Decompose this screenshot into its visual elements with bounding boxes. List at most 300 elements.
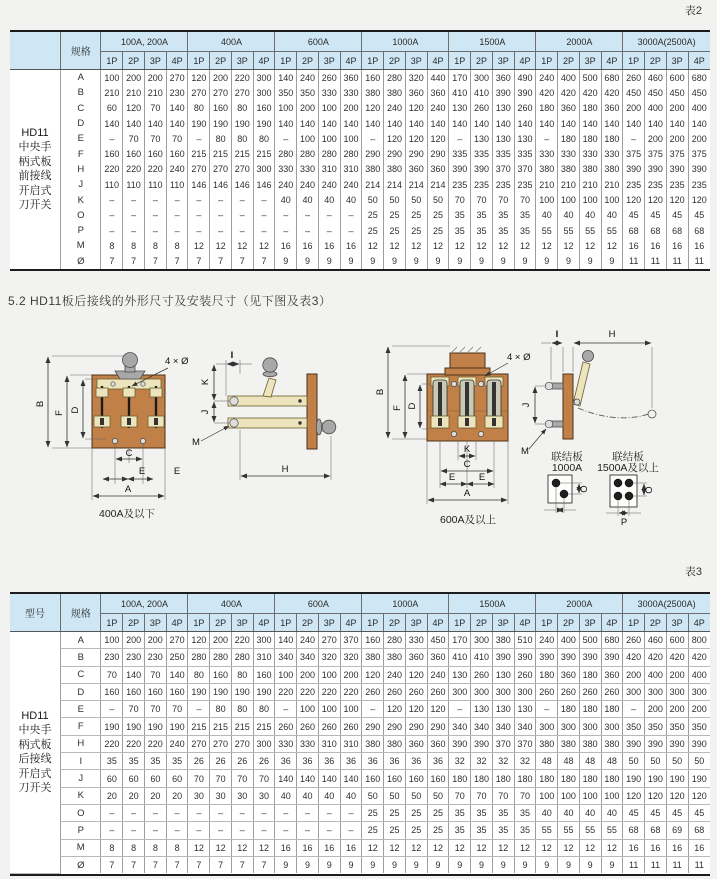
dim-value-cell: – bbox=[188, 822, 210, 839]
dim-row-label: E bbox=[61, 701, 101, 718]
dim-value-cell: 9 bbox=[405, 856, 427, 873]
dim-value-cell: 235 bbox=[623, 177, 645, 192]
dim-value-cell: 240 bbox=[166, 735, 188, 752]
dim-value-cell: 40 bbox=[297, 787, 319, 804]
dim-value-cell: 800 bbox=[688, 632, 710, 649]
dim-value-cell: 45 bbox=[645, 208, 667, 223]
dim-value-cell: 100 bbox=[318, 666, 340, 683]
table-row bbox=[10, 804, 710, 821]
dim-value-cell: 140 bbox=[275, 116, 297, 131]
dim-value-cell: 240 bbox=[427, 666, 449, 683]
dim-value-cell: 48 bbox=[536, 753, 558, 770]
dim-value-cell: – bbox=[231, 804, 253, 821]
dim-value-cell: 45 bbox=[645, 804, 667, 821]
dim-value-cell: – bbox=[275, 822, 297, 839]
dim-value-cell: 160 bbox=[253, 666, 275, 683]
dim-value-cell: 55 bbox=[601, 223, 623, 238]
pole-header: 3P bbox=[318, 614, 340, 632]
dim-value-cell: 32 bbox=[492, 753, 514, 770]
dim-value-cell: 130 bbox=[514, 131, 536, 146]
dim-value-cell: 40 bbox=[579, 208, 601, 223]
pole-header: 1P bbox=[101, 52, 123, 70]
dim-value-cell: 140 bbox=[101, 116, 123, 131]
dim-value-cell: 235 bbox=[666, 177, 688, 192]
dim-value-cell: 45 bbox=[623, 208, 645, 223]
table-row bbox=[10, 683, 710, 700]
dim-value-cell: 380 bbox=[362, 85, 384, 100]
dim-value-cell: – bbox=[210, 804, 232, 821]
dim-value-cell: 300 bbox=[471, 70, 493, 86]
pole-header: 4P bbox=[166, 52, 188, 70]
dim-value-cell: 32 bbox=[514, 753, 536, 770]
dim-value-cell: 420 bbox=[623, 649, 645, 666]
dim-value-cell: 45 bbox=[666, 208, 688, 223]
dim-value-cell: 146 bbox=[210, 177, 232, 192]
dim-value-cell: 190 bbox=[144, 718, 166, 735]
dim-value-cell: 190 bbox=[210, 116, 232, 131]
dim-value-cell: 390 bbox=[471, 735, 493, 752]
dim-value-cell: 300 bbox=[558, 718, 580, 735]
dim-value-cell: 360 bbox=[558, 666, 580, 683]
dim-value-cell: 140 bbox=[275, 632, 297, 649]
pole-mechanism bbox=[431, 377, 449, 428]
dim-value-cell: 55 bbox=[579, 223, 601, 238]
dim-value-cell: – bbox=[166, 804, 188, 821]
dim-value-cell: 335 bbox=[471, 146, 493, 161]
dim-value-cell: 120 bbox=[623, 787, 645, 804]
dim-value-cell: 460 bbox=[645, 632, 667, 649]
dim-value-cell: – bbox=[101, 223, 123, 238]
dim-value-cell: – bbox=[297, 223, 319, 238]
dim-value-cell: 140 bbox=[166, 101, 188, 116]
dim-value-cell: 190 bbox=[253, 683, 275, 700]
dim-value-cell: 235 bbox=[645, 177, 667, 192]
dim-row-label: A bbox=[61, 632, 101, 649]
pole-header: 2P bbox=[297, 52, 319, 70]
dim-value-cell: – bbox=[253, 223, 275, 238]
dim-value-cell: 16 bbox=[340, 238, 362, 253]
dim-value-cell: 140 bbox=[123, 116, 145, 131]
dim-value-cell: 350 bbox=[623, 718, 645, 735]
dim-value-cell: 9 bbox=[384, 856, 406, 873]
dim-value-cell: 600 bbox=[666, 70, 688, 86]
dim-value-cell: 250 bbox=[166, 649, 188, 666]
dim-value-cell: 140 bbox=[297, 116, 319, 131]
dim-value-cell: 11 bbox=[688, 254, 710, 269]
dim-value-cell: 280 bbox=[210, 649, 232, 666]
dim-value-cell: 410 bbox=[471, 85, 493, 100]
dim-value-cell: 330 bbox=[558, 146, 580, 161]
hole-note: 4 × Ø bbox=[165, 356, 189, 367]
dim-value-cell: 500 bbox=[579, 70, 601, 86]
dim-value-cell: 16 bbox=[623, 839, 645, 856]
dim-value-cell: 12 bbox=[558, 839, 580, 856]
dim-value-cell: – bbox=[188, 208, 210, 223]
dim-value-cell: 16 bbox=[666, 238, 688, 253]
dim-value-cell: – bbox=[188, 131, 210, 146]
dim-value-cell: 300 bbox=[514, 683, 536, 700]
dim-value-cell: 100 bbox=[579, 787, 601, 804]
dim-value-cell: 290 bbox=[362, 718, 384, 735]
dim-value-cell: 310 bbox=[318, 735, 340, 752]
dim-value-cell: 450 bbox=[645, 85, 667, 100]
dim-value-cell: 12 bbox=[362, 839, 384, 856]
dim-value-cell: 110 bbox=[144, 177, 166, 192]
dim-value-cell: 215 bbox=[253, 146, 275, 161]
section-heading: 5.2 HD11板后接线的外形尺寸及安装尺寸（见下图及表3） bbox=[8, 294, 332, 308]
dim-value-cell: 130 bbox=[492, 101, 514, 116]
dim-value-cell: 220 bbox=[318, 683, 340, 700]
pole-header: 3P bbox=[231, 614, 253, 632]
dim-value-cell: 380 bbox=[384, 735, 406, 752]
dim-value-cell: 280 bbox=[318, 146, 340, 161]
dim-value-cell: 50 bbox=[362, 787, 384, 804]
dim-value-cell: – bbox=[362, 701, 384, 718]
dim-value-cell: 7 bbox=[188, 856, 210, 873]
dim-value-cell: 12 bbox=[601, 839, 623, 856]
dim-value-cell: 214 bbox=[427, 177, 449, 192]
dim-value-cell: 390 bbox=[492, 85, 514, 100]
pole-header: 2P bbox=[558, 52, 580, 70]
dim-value-cell: – bbox=[297, 822, 319, 839]
dim-value-cell: 25 bbox=[405, 804, 427, 821]
pole-header: 1P bbox=[188, 614, 210, 632]
dim-value-cell: 370 bbox=[340, 632, 362, 649]
dim-value-cell: 330 bbox=[297, 735, 319, 752]
dim-value-cell: 11 bbox=[666, 254, 688, 269]
dim-value-cell: – bbox=[253, 208, 275, 223]
dim-value-cell: 300 bbox=[688, 683, 710, 700]
dim-value-cell: 12 bbox=[492, 238, 514, 253]
dim-value-cell: 335 bbox=[449, 146, 471, 161]
dim-value-cell: 280 bbox=[188, 649, 210, 666]
dim-value-cell: 260 bbox=[471, 666, 493, 683]
dim-row-label: O bbox=[61, 208, 101, 223]
dim-value-cell: 180 bbox=[471, 770, 493, 787]
dim-value-cell: 35 bbox=[123, 753, 145, 770]
dim-value-cell: 215 bbox=[231, 146, 253, 161]
dim-value-cell: 200 bbox=[666, 101, 688, 116]
dim-value-cell: 270 bbox=[166, 70, 188, 86]
dim-value-cell: 50 bbox=[623, 753, 645, 770]
dim-label-J: J bbox=[200, 409, 211, 415]
dim-value-cell: 270 bbox=[231, 735, 253, 752]
dim-label-A: A bbox=[124, 484, 132, 495]
dim-value-cell: 48 bbox=[601, 753, 623, 770]
pole-header: 2P bbox=[210, 52, 232, 70]
dim-value-cell: 190 bbox=[231, 683, 253, 700]
dim-value-cell: 240 bbox=[384, 101, 406, 116]
dim-value-cell: 160 bbox=[144, 146, 166, 161]
dim-value-cell: 290 bbox=[405, 718, 427, 735]
dim-value-cell: 8 bbox=[101, 839, 123, 856]
dim-value-cell: 440 bbox=[427, 70, 449, 86]
dim-value-cell: 40 bbox=[318, 192, 340, 207]
dim-value-cell: 310 bbox=[340, 735, 362, 752]
dim-value-cell: 12 bbox=[231, 839, 253, 856]
dim-value-cell: – bbox=[340, 822, 362, 839]
table-row bbox=[10, 208, 710, 223]
dim-value-cell: 240 bbox=[297, 632, 319, 649]
dim-value-cell: 68 bbox=[666, 223, 688, 238]
pole-header: 2P bbox=[645, 52, 667, 70]
pole-header: 3P bbox=[144, 614, 166, 632]
pole-header: 2P bbox=[123, 614, 145, 632]
amp-group-header: 2000A bbox=[536, 32, 623, 52]
dim-value-cell: – bbox=[123, 192, 145, 207]
dim-value-cell: 340 bbox=[275, 649, 297, 666]
dim-value-cell: 380 bbox=[362, 162, 384, 177]
dim-value-cell: 680 bbox=[688, 70, 710, 86]
dim-value-cell: 9 bbox=[579, 856, 601, 873]
dim-value-cell: 300 bbox=[253, 85, 275, 100]
dim-value-cell: 140 bbox=[318, 116, 340, 131]
dim-value-cell: 270 bbox=[210, 162, 232, 177]
dim-value-cell: 290 bbox=[384, 146, 406, 161]
dim-value-cell: 35 bbox=[514, 223, 536, 238]
pole-header: 3P bbox=[405, 52, 427, 70]
dim-value-cell: 32 bbox=[449, 753, 471, 770]
pole-header: 4P bbox=[253, 52, 275, 70]
dim-value-cell: 200 bbox=[123, 70, 145, 86]
dim-value-cell: 490 bbox=[514, 70, 536, 86]
dim-row-label: K bbox=[61, 787, 101, 804]
table-row bbox=[10, 177, 710, 192]
dim-value-cell: – bbox=[166, 208, 188, 223]
dim-value-cell: 390 bbox=[579, 649, 601, 666]
dim-value-cell: 300 bbox=[601, 718, 623, 735]
dim-value-cell: 160 bbox=[210, 101, 232, 116]
dim-value-cell: 140 bbox=[144, 116, 166, 131]
dim-value-cell: 80 bbox=[210, 701, 232, 718]
dim-value-cell: 215 bbox=[188, 718, 210, 735]
dim-value-cell: 260 bbox=[340, 718, 362, 735]
dim-value-cell: 35 bbox=[166, 753, 188, 770]
dim-value-cell: 300 bbox=[471, 632, 493, 649]
dim-value-cell: 300 bbox=[253, 632, 275, 649]
dim-row-label: Ø bbox=[61, 254, 101, 269]
dim-value-cell: 16 bbox=[318, 238, 340, 253]
pole-header: 2P bbox=[471, 52, 493, 70]
dim-value-cell: 290 bbox=[362, 146, 384, 161]
dim-value-cell: 360 bbox=[601, 101, 623, 116]
dim-value-cell: – bbox=[210, 822, 232, 839]
dim-row-label: Ø bbox=[61, 856, 101, 873]
dim-value-cell: 68 bbox=[623, 822, 645, 839]
dim-value-cell: 45 bbox=[666, 804, 688, 821]
dim-value-cell: 235 bbox=[688, 177, 710, 192]
dim-value-cell: 160 bbox=[210, 666, 232, 683]
dim-value-cell: 220 bbox=[101, 162, 123, 177]
dim-value-cell: 100 bbox=[275, 666, 297, 683]
pole-header: 2P bbox=[471, 614, 493, 632]
pole-header: 4P bbox=[340, 614, 362, 632]
dim-value-cell: 460 bbox=[645, 70, 667, 86]
dimension-diagrams bbox=[8, 316, 709, 560]
dim-value-cell: 360 bbox=[427, 85, 449, 100]
dim-value-cell: 500 bbox=[579, 632, 601, 649]
dim-value-cell: 7 bbox=[231, 856, 253, 873]
handle-arm bbox=[263, 378, 276, 397]
dim-value-cell: – bbox=[123, 822, 145, 839]
dim-value-cell: 370 bbox=[492, 735, 514, 752]
dim-value-cell: 30 bbox=[188, 787, 210, 804]
dim-value-cell: 220 bbox=[123, 162, 145, 177]
dim-value-cell: 16 bbox=[645, 839, 667, 856]
dim-value-cell: 140 bbox=[449, 116, 471, 131]
dim-value-cell: 140 bbox=[601, 116, 623, 131]
dim-value-cell: 55 bbox=[558, 223, 580, 238]
dim-value-cell: 160 bbox=[362, 70, 384, 86]
dim-value-cell: 140 bbox=[166, 116, 188, 131]
dim-value-cell: 375 bbox=[666, 146, 688, 161]
hole-note: 4 × Ø bbox=[507, 352, 531, 363]
dim-value-cell: 12 bbox=[188, 238, 210, 253]
dim-value-cell: 180 bbox=[579, 701, 601, 718]
product-side-label: HD11 中央手 柄式板 前接线 开启式 刀开关 bbox=[10, 70, 61, 269]
dim-value-cell: 35 bbox=[471, 223, 493, 238]
dim-value-cell: 12 bbox=[579, 839, 601, 856]
dim-value-cell: 120 bbox=[384, 131, 406, 146]
dim-value-cell: 9 bbox=[536, 856, 558, 873]
dim-value-cell: 200 bbox=[623, 666, 645, 683]
dim-value-cell: 330 bbox=[405, 632, 427, 649]
dim-value-cell: 240 bbox=[166, 162, 188, 177]
dim-value-cell: 12 bbox=[210, 238, 232, 253]
dim-value-cell: 9 bbox=[362, 254, 384, 269]
pole-header: 3P bbox=[492, 52, 514, 70]
dim-row-label: P bbox=[61, 223, 101, 238]
pole-header: 3P bbox=[144, 52, 166, 70]
dim-value-cell: 380 bbox=[536, 735, 558, 752]
dim-value-cell: 120 bbox=[427, 131, 449, 146]
dim-value-cell: 146 bbox=[188, 177, 210, 192]
dim-value-cell: 190 bbox=[166, 718, 188, 735]
dim-value-cell: 130 bbox=[492, 701, 514, 718]
dim-value-cell: 120 bbox=[427, 701, 449, 718]
dim-value-cell: – bbox=[449, 701, 471, 718]
pole-header: 1P bbox=[449, 52, 471, 70]
dim-value-cell: 120 bbox=[405, 131, 427, 146]
dim-value-cell: 360 bbox=[427, 735, 449, 752]
dim-value-cell: 100 bbox=[536, 192, 558, 207]
dim-value-cell: 300 bbox=[623, 683, 645, 700]
table-row bbox=[10, 632, 710, 649]
dim-value-cell: 320 bbox=[318, 649, 340, 666]
dim-value-cell: 420 bbox=[601, 85, 623, 100]
table-row bbox=[10, 162, 710, 177]
dim-value-cell: 35 bbox=[101, 753, 123, 770]
dim-value-cell: 300 bbox=[645, 683, 667, 700]
dim-value-cell: 180 bbox=[536, 770, 558, 787]
dim-value-cell: 180 bbox=[514, 770, 536, 787]
pole-header: 3P bbox=[318, 52, 340, 70]
dim-value-cell: 200 bbox=[210, 632, 232, 649]
dim-value-cell: 160 bbox=[123, 146, 145, 161]
dim-value-cell: 9 bbox=[297, 856, 319, 873]
dim-value-cell: – bbox=[101, 192, 123, 207]
dim-value-cell: 70 bbox=[449, 787, 471, 804]
dim-value-cell: – bbox=[318, 223, 340, 238]
dim-value-cell: 120 bbox=[123, 101, 145, 116]
dim-value-cell: 260 bbox=[427, 683, 449, 700]
dim-value-cell: 100 bbox=[318, 701, 340, 718]
dim-value-cell: 210 bbox=[536, 177, 558, 192]
dim-value-cell: 320 bbox=[405, 70, 427, 86]
dim-value-cell: 160 bbox=[101, 146, 123, 161]
amp-group-header: 100A, 200A bbox=[101, 32, 188, 52]
dim-value-cell: – bbox=[210, 223, 232, 238]
amp-group-header: 400A bbox=[188, 594, 275, 614]
dim-value-cell: 9 bbox=[601, 254, 623, 269]
amp-group-header: 1500A bbox=[449, 594, 536, 614]
dim-value-cell: 290 bbox=[384, 718, 406, 735]
dim-value-cell: 450 bbox=[623, 85, 645, 100]
dim-value-cell: 360 bbox=[405, 735, 427, 752]
dim-value-cell: 260 bbox=[384, 683, 406, 700]
dim-value-cell: – bbox=[318, 822, 340, 839]
table-row bbox=[10, 649, 710, 666]
dim-value-cell: 200 bbox=[297, 666, 319, 683]
dim-value-cell: 40 bbox=[558, 208, 580, 223]
dim-value-cell: 45 bbox=[623, 804, 645, 821]
dim-value-cell: 60 bbox=[101, 101, 123, 116]
dim-value-cell: 280 bbox=[384, 70, 406, 86]
dim-value-cell: 280 bbox=[231, 649, 253, 666]
dim-row-label: I bbox=[61, 753, 101, 770]
dim-value-cell: 25 bbox=[362, 822, 384, 839]
dim-value-cell: – bbox=[253, 804, 275, 821]
dim-label-I: I bbox=[555, 329, 559, 340]
dim-value-cell: 200 bbox=[623, 101, 645, 116]
dim-value-cell: 8 bbox=[166, 839, 188, 856]
dim-value-cell: 180 bbox=[601, 701, 623, 718]
dim-value-cell: 70 bbox=[144, 131, 166, 146]
pole-header: 4P bbox=[688, 52, 710, 70]
dim-value-cell: 45 bbox=[688, 208, 710, 223]
dim-value-cell: 390 bbox=[645, 735, 667, 752]
dim-value-cell: 180 bbox=[558, 701, 580, 718]
dim-value-cell: 80 bbox=[253, 131, 275, 146]
dim-value-cell: 260 bbox=[275, 718, 297, 735]
dim-value-cell: 7 bbox=[123, 856, 145, 873]
pole-header: 4P bbox=[514, 614, 536, 632]
dim-value-cell: 280 bbox=[297, 146, 319, 161]
dim-value-cell: 120 bbox=[645, 192, 667, 207]
dim-value-cell: 380 bbox=[384, 649, 406, 666]
dim-value-cell: 380 bbox=[492, 632, 514, 649]
dim-value-cell: 170 bbox=[449, 70, 471, 86]
dim-value-cell: 450 bbox=[688, 85, 710, 100]
plate1-amp: 1000A bbox=[551, 462, 583, 474]
dim-value-cell: 100 bbox=[601, 192, 623, 207]
dim-value-cell: 9 bbox=[427, 254, 449, 269]
dim-value-cell: 35 bbox=[471, 208, 493, 223]
dim-label-C: C bbox=[463, 459, 471, 470]
dim-value-cell: 25 bbox=[362, 804, 384, 821]
dim-value-cell: 260 bbox=[514, 666, 536, 683]
dim-value-cell: 330 bbox=[297, 162, 319, 177]
dim-value-cell: 70 bbox=[188, 770, 210, 787]
pole-header: 1P bbox=[362, 52, 384, 70]
dim-value-cell: 7 bbox=[123, 254, 145, 269]
dim-value-cell: 16 bbox=[645, 238, 667, 253]
dim-value-cell: – bbox=[231, 223, 253, 238]
plate-1500a bbox=[597, 450, 659, 528]
dim-value-cell: 390 bbox=[514, 85, 536, 100]
dim-value-cell: 68 bbox=[688, 822, 710, 839]
dim-value-cell: 9 bbox=[318, 254, 340, 269]
